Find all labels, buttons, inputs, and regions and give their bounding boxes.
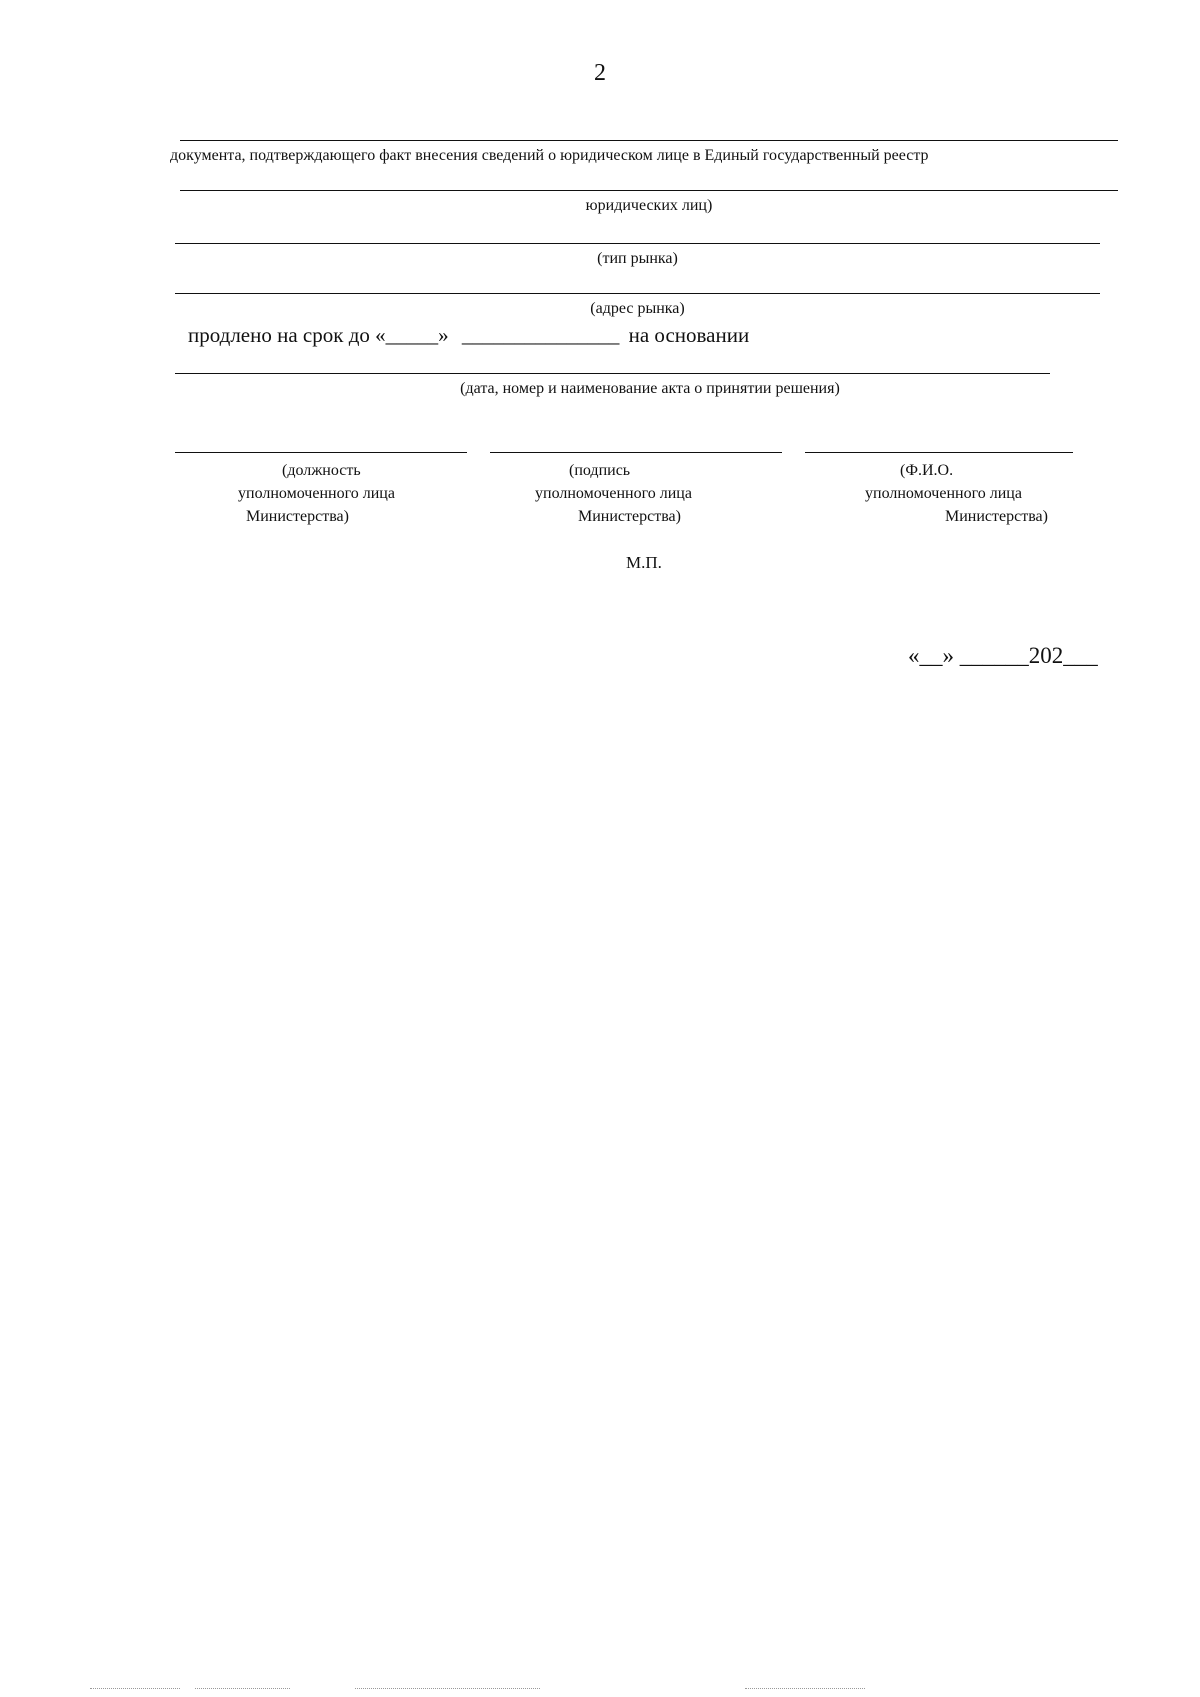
underline-registry-top: [180, 140, 1118, 141]
scan-artifact: [195, 1688, 290, 1689]
signature-caption-line3: Министерства): [246, 508, 349, 525]
scan-artifact: [90, 1688, 180, 1689]
signature-line-name: [805, 452, 1073, 453]
underline-registry-bottom: [180, 190, 1118, 191]
caption-market-address: (адрес рынка): [590, 300, 685, 317]
signature-caption-line1: (должность: [282, 462, 361, 479]
stamp-label: М.П.: [626, 553, 662, 572]
signature-caption-line2: уполномоченного лица: [865, 485, 1022, 502]
signature-caption-line3: Министерства): [578, 508, 681, 525]
extension-prefix: продлено на срок до «_____»: [188, 323, 449, 347]
caption-registry-line-1: документа, подтверждающего факт внесения сведений о юридическом лице в Единый государственный реестр: [170, 147, 929, 164]
underline-act-info: [175, 373, 1050, 374]
extension-line: [188, 323, 749, 348]
caption-market-type: (тип рынка): [597, 250, 678, 267]
page-number: 2: [594, 60, 606, 86]
signature-caption-line2: уполномоченного лица: [238, 485, 395, 502]
signature-caption-signature: [535, 459, 692, 528]
underline-market-type: [175, 243, 1100, 244]
date-footer: «__» ______202___: [908, 643, 1098, 668]
scan-artifact: [745, 1688, 865, 1689]
extension-suffix: на основании: [628, 323, 750, 347]
signature-caption-line1: (Ф.И.О.: [900, 462, 954, 479]
signature-line-position: [175, 452, 467, 453]
signature-caption-line2: уполномоченного лица: [535, 485, 692, 502]
scan-artifact: [355, 1688, 540, 1689]
signature-caption-name: [865, 459, 1048, 528]
signature-caption-line3: Министерства): [945, 508, 1048, 525]
signature-caption-line1: (подпись: [569, 462, 631, 479]
extension-date-blank: _______________: [461, 323, 620, 347]
signature-line-signature: [490, 452, 782, 453]
caption-registry-line-2: юридических лиц): [585, 197, 713, 214]
signature-caption-position: [238, 459, 395, 528]
underline-market-address: [175, 293, 1100, 294]
caption-act-info: (дата, номер и наименование акта о принятии решения): [460, 380, 840, 397]
